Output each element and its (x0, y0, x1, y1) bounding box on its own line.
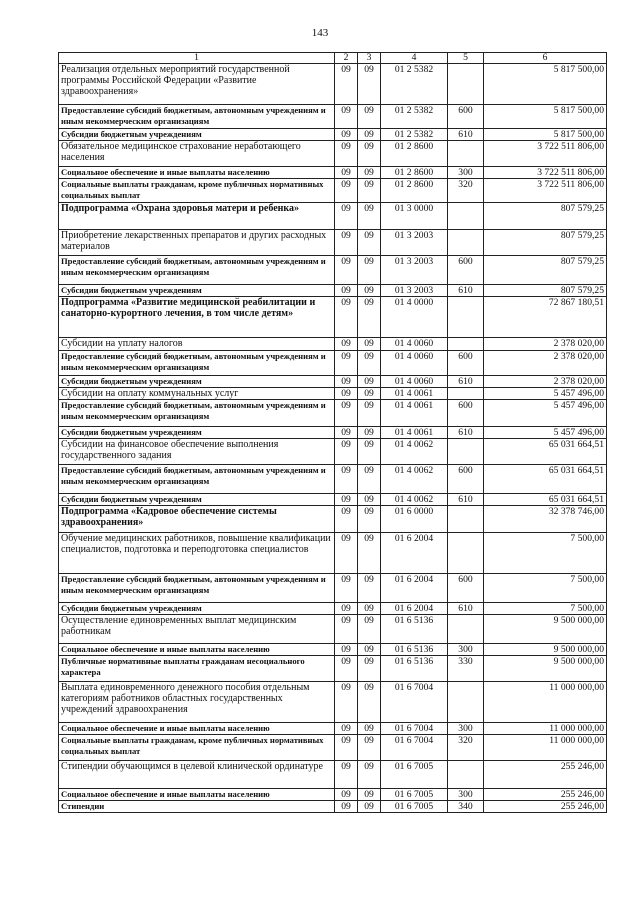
row-target-article-cell: 01 6 5136 (381, 615, 448, 644)
table-row (59, 338, 607, 351)
row-subsection-cell: 09 (358, 735, 381, 761)
row-subsection-cell: 09 (358, 203, 381, 230)
row-name-cell: Социальные выплаты гражданам, кроме публичных нормативных социальных выплат (59, 735, 335, 761)
row-name-cell: Субсидии бюджетным учреждениям (59, 603, 335, 615)
table-header (59, 53, 607, 64)
row-name-cell: Предоставление субсидий бюджетным, автономным учреждениям и иным некоммерческим организациям (59, 465, 335, 494)
row-amount-cell: 7 500,00 (484, 574, 607, 603)
row-section-cell: 09 (335, 615, 358, 644)
row-name-cell: Реализация отдельных мероприятий государственной программы Российской Федерации «Развитие здравоохранения» (59, 64, 335, 105)
table-row (59, 494, 607, 506)
row-amount-cell: 7 500,00 (484, 603, 607, 615)
row-amount-cell: 65 031 664,51 (484, 494, 607, 506)
row-expense-type-cell (448, 439, 484, 465)
table-row (59, 789, 607, 801)
row-target-article-cell: 01 4 0060 (381, 351, 448, 376)
row-section-cell: 09 (335, 735, 358, 761)
row-section-cell: 09 (335, 644, 358, 656)
row-section-cell: 09 (335, 297, 358, 338)
table-row (59, 506, 607, 533)
table-row (59, 801, 607, 813)
row-amount-cell: 5 457 496,00 (484, 427, 607, 439)
row-subsection-cell: 09 (358, 167, 381, 179)
row-expense-type-cell (448, 338, 484, 351)
row-expense-type-cell: 300 (448, 644, 484, 656)
row-amount-cell: 5 817 500,00 (484, 64, 607, 105)
row-expense-type-cell (448, 203, 484, 230)
row-target-article-cell: 01 6 7004 (381, 723, 448, 735)
row-target-article-cell: 01 6 7004 (381, 735, 448, 761)
row-target-article-cell: 01 6 7005 (381, 801, 448, 813)
row-expense-type-cell: 600 (448, 256, 484, 285)
row-amount-cell: 807 579,25 (484, 203, 607, 230)
row-expense-type-cell (448, 682, 484, 723)
budget-table (58, 52, 607, 813)
header-col-5: 5 (448, 53, 484, 64)
row-target-article-cell: 01 2 8600 (381, 141, 448, 167)
row-amount-cell: 5 457 496,00 (484, 400, 607, 427)
row-target-article-cell: 01 2 5382 (381, 105, 448, 129)
row-target-article-cell: 01 6 7004 (381, 682, 448, 723)
row-section-cell: 09 (335, 682, 358, 723)
row-subsection-cell: 09 (358, 427, 381, 439)
row-amount-cell: 65 031 664,51 (484, 465, 607, 494)
row-section-cell: 09 (335, 439, 358, 465)
row-name-cell: Предоставление субсидий бюджетным, автономным учреждениям и иным некоммерческим организациям (59, 105, 335, 129)
row-target-article-cell: 01 2 8600 (381, 179, 448, 203)
row-amount-cell: 3 722 511 806,00 (484, 141, 607, 167)
row-section-cell: 09 (335, 506, 358, 533)
table-row (59, 465, 607, 494)
header-col-1: 1 (59, 53, 335, 64)
row-target-article-cell: 01 4 0060 (381, 338, 448, 351)
row-name-cell: Обучение медицинских работников, повышение квалификации специалистов, подготовка и переподготовка специалистов (59, 533, 335, 574)
row-amount-cell: 5 817 500,00 (484, 129, 607, 141)
row-expense-type-cell: 300 (448, 789, 484, 801)
row-amount-cell: 2 378 020,00 (484, 351, 607, 376)
row-amount-cell: 255 246,00 (484, 761, 607, 789)
table-body (59, 64, 607, 813)
row-subsection-cell: 09 (358, 351, 381, 376)
table-row (59, 644, 607, 656)
row-section-cell: 09 (335, 338, 358, 351)
row-expense-type-cell: 300 (448, 723, 484, 735)
row-expense-type-cell (448, 506, 484, 533)
row-target-article-cell: 01 3 2003 (381, 230, 448, 256)
row-name-cell: Субсидии бюджетным учреждениям (59, 427, 335, 439)
row-expense-type-cell (448, 141, 484, 167)
table-row (59, 574, 607, 603)
row-name-cell: Социальное обеспечение и иные выплаты населению (59, 644, 335, 656)
table-row (59, 203, 607, 230)
row-section-cell: 09 (335, 388, 358, 400)
table-row (59, 351, 607, 376)
row-name-cell: Субсидии на уплату налогов (59, 338, 335, 351)
table-row (59, 129, 607, 141)
row-amount-cell: 255 246,00 (484, 789, 607, 801)
table-row (59, 64, 607, 105)
table-row (59, 761, 607, 789)
row-section-cell: 09 (335, 167, 358, 179)
row-subsection-cell: 09 (358, 723, 381, 735)
row-target-article-cell: 01 3 0000 (381, 203, 448, 230)
row-section-cell: 09 (335, 789, 358, 801)
row-expense-type-cell: 610 (448, 603, 484, 615)
row-section-cell: 09 (335, 603, 358, 615)
row-amount-cell: 2 378 020,00 (484, 338, 607, 351)
row-amount-cell: 2 378 020,00 (484, 376, 607, 388)
row-name-cell: Субсидии бюджетным учреждениям (59, 494, 335, 506)
row-name-cell: Социальное обеспечение и иные выплаты населению (59, 789, 335, 801)
row-expense-type-cell: 600 (448, 465, 484, 494)
table-row (59, 682, 607, 723)
row-expense-type-cell: 300 (448, 167, 484, 179)
row-name-cell: Предоставление субсидий бюджетным, автономным учреждениям и иным некоммерческим организациям (59, 400, 335, 427)
row-name-cell: Подпрограмма «Охрана здоровья матери и ребенка» (59, 203, 335, 230)
table-row (59, 735, 607, 761)
row-amount-cell: 7 500,00 (484, 533, 607, 574)
table-row (59, 167, 607, 179)
row-expense-type-cell: 320 (448, 735, 484, 761)
row-expense-type-cell: 340 (448, 801, 484, 813)
row-section-cell: 09 (335, 494, 358, 506)
row-subsection-cell: 09 (358, 338, 381, 351)
row-section-cell: 09 (335, 376, 358, 388)
row-target-article-cell: 01 6 7005 (381, 789, 448, 801)
row-expense-type-cell: 610 (448, 376, 484, 388)
row-target-article-cell: 01 6 5136 (381, 644, 448, 656)
row-section-cell: 09 (335, 351, 358, 376)
row-name-cell: Предоставление субсидий бюджетным, автономным учреждениям и иным некоммерческим организациям (59, 574, 335, 603)
row-subsection-cell: 09 (358, 574, 381, 603)
row-amount-cell: 65 031 664,51 (484, 439, 607, 465)
row-section-cell: 09 (335, 203, 358, 230)
row-target-article-cell: 01 2 5382 (381, 129, 448, 141)
row-subsection-cell: 09 (358, 682, 381, 723)
row-name-cell: Подпрограмма «Развитие медицинской реабилитации и санаторно-курортного лечения, в том числе детям» (59, 297, 335, 338)
row-section-cell: 09 (335, 230, 358, 256)
row-subsection-cell: 09 (358, 801, 381, 813)
row-target-article-cell: 01 2 8600 (381, 167, 448, 179)
table-row (59, 400, 607, 427)
row-name-cell: Предоставление субсидий бюджетным, автономным учреждениям и иным некоммерческим организациям (59, 351, 335, 376)
row-section-cell: 09 (335, 574, 358, 603)
row-subsection-cell: 09 (358, 644, 381, 656)
table-row (59, 376, 607, 388)
row-section-cell: 09 (335, 256, 358, 285)
row-name-cell: Субсидии на оплату коммунальных услуг (59, 388, 335, 400)
row-expense-type-cell (448, 533, 484, 574)
row-section-cell: 09 (335, 533, 358, 574)
header-col-2: 2 (335, 53, 358, 64)
row-subsection-cell: 09 (358, 376, 381, 388)
table-row (59, 723, 607, 735)
row-subsection-cell: 09 (358, 179, 381, 203)
row-amount-cell: 32 378 746,00 (484, 506, 607, 533)
row-section-cell: 09 (335, 656, 358, 682)
row-subsection-cell: 09 (358, 230, 381, 256)
row-section-cell: 09 (335, 129, 358, 141)
row-name-cell: Стипендии обучающимся в целевой клинической ординатуре (59, 761, 335, 789)
row-target-article-cell: 01 4 0061 (381, 388, 448, 400)
row-amount-cell: 255 246,00 (484, 801, 607, 813)
table-row (59, 105, 607, 129)
row-amount-cell: 3 722 511 806,00 (484, 167, 607, 179)
row-subsection-cell: 09 (358, 603, 381, 615)
row-target-article-cell: 01 4 0060 (381, 376, 448, 388)
row-target-article-cell: 01 6 0000 (381, 506, 448, 533)
row-target-article-cell: 01 6 7005 (381, 761, 448, 789)
row-expense-type-cell (448, 230, 484, 256)
table-row (59, 179, 607, 203)
row-target-article-cell: 01 6 5136 (381, 656, 448, 682)
row-name-cell: Публичные нормативные выплаты гражданам несоциального характера (59, 656, 335, 682)
row-section-cell: 09 (335, 761, 358, 789)
row-subsection-cell: 09 (358, 494, 381, 506)
row-subsection-cell: 09 (358, 297, 381, 338)
row-target-article-cell: 01 4 0000 (381, 297, 448, 338)
row-name-cell: Предоставление субсидий бюджетным, автономным учреждениям и иным некоммерческим организациям (59, 256, 335, 285)
row-expense-type-cell: 600 (448, 105, 484, 129)
table-row (59, 603, 607, 615)
row-amount-cell: 5 817 500,00 (484, 105, 607, 129)
row-section-cell: 09 (335, 64, 358, 105)
table-row (59, 230, 607, 256)
row-expense-type-cell: 320 (448, 179, 484, 203)
row-name-cell: Субсидии бюджетным учреждениям (59, 376, 335, 388)
row-subsection-cell: 09 (358, 105, 381, 129)
table-row (59, 656, 607, 682)
row-target-article-cell: 01 4 0062 (381, 439, 448, 465)
row-expense-type-cell (448, 64, 484, 105)
row-expense-type-cell: 600 (448, 400, 484, 427)
row-subsection-cell: 09 (358, 533, 381, 574)
row-section-cell: 09 (335, 723, 358, 735)
row-subsection-cell: 09 (358, 129, 381, 141)
row-name-cell: Приобретение лекарственных препаратов и других расходных материалов (59, 230, 335, 256)
table-row (59, 256, 607, 285)
row-expense-type-cell: 610 (448, 129, 484, 141)
header-col-3: 3 (358, 53, 381, 64)
row-name-cell: Осуществление единовременных выплат медицинским работникам (59, 615, 335, 644)
row-expense-type-cell (448, 388, 484, 400)
row-expense-type-cell (448, 761, 484, 789)
table-row (59, 297, 607, 338)
row-name-cell: Социальное обеспечение и иные выплаты населению (59, 723, 335, 735)
row-section-cell: 09 (335, 179, 358, 203)
row-expense-type-cell (448, 615, 484, 644)
row-amount-cell: 807 579,25 (484, 230, 607, 256)
row-section-cell: 09 (335, 465, 358, 494)
header-row (59, 53, 607, 64)
header-col-4: 4 (381, 53, 448, 64)
row-amount-cell: 11 000 000,00 (484, 723, 607, 735)
row-expense-type-cell: 610 (448, 427, 484, 439)
row-target-article-cell: 01 4 0061 (381, 400, 448, 427)
row-amount-cell: 807 579,25 (484, 285, 607, 297)
table-row (59, 388, 607, 400)
row-target-article-cell: 01 6 2004 (381, 603, 448, 615)
row-section-cell: 09 (335, 801, 358, 813)
row-target-article-cell: 01 3 2003 (381, 256, 448, 285)
row-section-cell: 09 (335, 141, 358, 167)
row-target-article-cell: 01 4 0062 (381, 494, 448, 506)
row-subsection-cell: 09 (358, 400, 381, 427)
row-target-article-cell: 01 4 0062 (381, 465, 448, 494)
row-name-cell: Обязательное медицинское страхование неработающего населения (59, 141, 335, 167)
row-subsection-cell: 09 (358, 465, 381, 494)
row-name-cell: Субсидии бюджетным учреждениям (59, 285, 335, 297)
row-subsection-cell: 09 (358, 256, 381, 285)
header-col-6: 6 (484, 53, 607, 64)
table-row (59, 533, 607, 574)
row-name-cell: Социальные выплаты гражданам, кроме публичных нормативных социальных выплат (59, 179, 335, 203)
row-section-cell: 09 (335, 427, 358, 439)
row-subsection-cell: 09 (358, 789, 381, 801)
row-expense-type-cell: 600 (448, 574, 484, 603)
row-amount-cell: 9 500 000,00 (484, 615, 607, 644)
row-name-cell: Подпрограмма «Кадровое обеспечение системы здравоохранения» (59, 506, 335, 533)
row-subsection-cell: 09 (358, 506, 381, 533)
row-name-cell: Субсидии на финансовое обеспечение выполнения государственного задания (59, 439, 335, 465)
row-subsection-cell: 09 (358, 615, 381, 644)
row-name-cell: Субсидии бюджетным учреждениям (59, 129, 335, 141)
row-amount-cell: 807 579,25 (484, 256, 607, 285)
row-section-cell: 09 (335, 105, 358, 129)
row-name-cell: Выплата единовременного денежного пособия отдельным категориям работников областных государственных учреждений здравоохранения (59, 682, 335, 723)
row-name-cell: Социальное обеспечение и иные выплаты населению (59, 167, 335, 179)
row-target-article-cell: 01 6 2004 (381, 574, 448, 603)
row-subsection-cell: 09 (358, 64, 381, 105)
row-amount-cell: 9 500 000,00 (484, 644, 607, 656)
row-section-cell: 09 (335, 285, 358, 297)
row-name-cell: Стипендии (59, 801, 335, 813)
row-target-article-cell: 01 4 0061 (381, 427, 448, 439)
row-target-article-cell: 01 3 2003 (381, 285, 448, 297)
row-subsection-cell: 09 (358, 388, 381, 400)
row-subsection-cell: 09 (358, 761, 381, 789)
table-row (59, 285, 607, 297)
table-row (59, 141, 607, 167)
row-expense-type-cell: 610 (448, 494, 484, 506)
row-amount-cell: 11 000 000,00 (484, 735, 607, 761)
row-subsection-cell: 09 (358, 656, 381, 682)
table-row (59, 427, 607, 439)
row-subsection-cell: 09 (358, 439, 381, 465)
row-amount-cell: 11 000 000,00 (484, 682, 607, 723)
row-section-cell: 09 (335, 400, 358, 427)
row-amount-cell: 5 457 496,00 (484, 388, 607, 400)
row-expense-type-cell: 330 (448, 656, 484, 682)
row-subsection-cell: 09 (358, 285, 381, 297)
row-expense-type-cell: 610 (448, 285, 484, 297)
page-number: 143 (311, 27, 329, 39)
row-target-article-cell: 01 6 2004 (381, 533, 448, 574)
row-amount-cell: 9 500 000,00 (484, 656, 607, 682)
row-expense-type-cell: 600 (448, 351, 484, 376)
row-target-article-cell: 01 2 5382 (381, 64, 448, 105)
row-amount-cell: 72 867 180,51 (484, 297, 607, 338)
table-row (59, 615, 607, 644)
row-subsection-cell: 09 (358, 141, 381, 167)
table-row (59, 439, 607, 465)
row-expense-type-cell (448, 297, 484, 338)
row-amount-cell: 3 722 511 806,00 (484, 179, 607, 203)
